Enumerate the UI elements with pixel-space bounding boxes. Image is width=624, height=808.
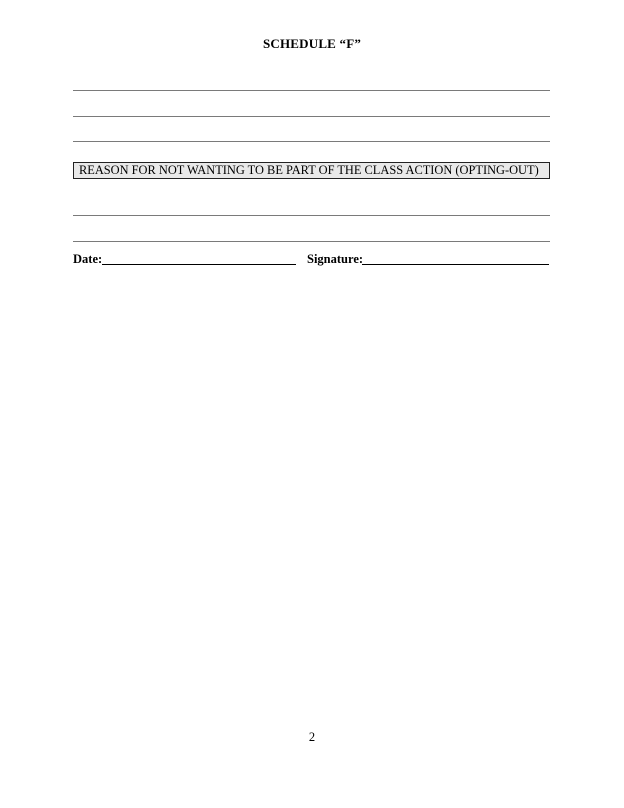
blank-line-1 [73,90,550,91]
signature-row [73,252,551,268]
reason-line-1 [73,215,550,216]
date-label: Date: [73,252,103,266]
blank-line-2 [73,116,550,117]
signature-field-line [362,264,549,265]
schedule-title: SCHEDULE “F” [262,36,362,51]
signature-label: Signature: [307,252,364,266]
opt-out-reason-heading: REASON FOR NOT WANTING TO BE PART OF THE CLASS ACTION (OPTING-OUT) [79,163,539,177]
blank-line-3 [73,141,550,142]
date-field-line [102,264,296,265]
page-number: 2 [308,730,316,744]
reason-line-2 [73,241,550,242]
opt-out-reason-heading-box [73,162,550,179]
